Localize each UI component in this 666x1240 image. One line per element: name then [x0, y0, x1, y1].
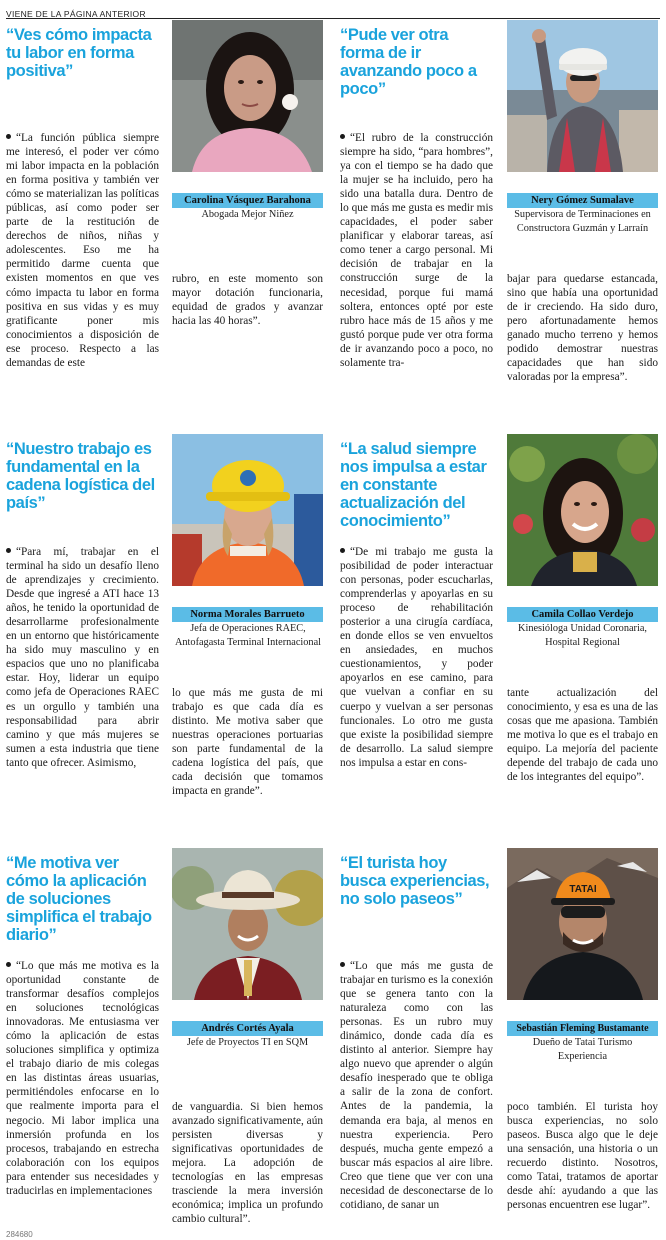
construction-worker-photo-icon — [507, 20, 658, 172]
bullet-icon — [340, 962, 345, 967]
continuation-header — [6, 4, 660, 19]
woman-garden-photo-icon — [507, 434, 658, 586]
profile-intro-text — [6, 545, 159, 770]
person-role: Abogada Mejor Niñez — [201, 209, 294, 220]
headline: “Nuestro trabajo es fundamental en la cadena logística del país” — [6, 440, 155, 512]
profile-intro-text — [340, 131, 493, 370]
person-role: Kinesióloga Unidad Coronaria, Hospital Regional — [518, 623, 647, 648]
profile-intro-text — [340, 959, 493, 1212]
profile-continuation-text: rubro, en este momento son mayor dotación funcionaria, equidad de grados y avanzar hacia las 40 horas”. — [172, 273, 323, 328]
person-name: Andrés Cortés Ayala — [172, 1021, 323, 1036]
portrait-photo — [172, 20, 323, 172]
man-hat-photo-icon — [172, 848, 323, 1000]
intro-text: “El rubro de la construcción siempre ha sido, “para hombres”, ya con el tiempo se ha dado que la mujer se ha incluido, pero ha sido una batalla dura. Dentro de lo que más me gusta es medir mis capacidades, el poder saber planificar y elaborar tareas, así como tener a cargo personal. Mi decisión de trabajar en la construcción surge de la necesidad, porque fui mamá soltera, entonces opté por este rubro hace más de 15 años y me gustó porque pude ver otra forma de ir avanzando poco a poco, no solamente tra- — [340, 132, 493, 369]
person-name: Camila Collao Verdejo — [507, 607, 658, 622]
person-role: Dueño de Tatai Turismo Experiencia — [532, 1037, 633, 1062]
headline: “Me motiva ver cómo la aplicación de soluciones simplifica el trabajo diario” — [6, 854, 152, 944]
portrait-photo — [507, 20, 658, 172]
person-name: Carolina Vásquez Barahona — [172, 193, 323, 208]
profile-intro-text — [6, 131, 159, 370]
person-role: Supervisora de Terminaciones en Constructora Guzmán y Larraín — [514, 209, 651, 234]
intro-text: “Para mí, trabajar en el terminal ha sido un desafío lleno de aprendizajes y crecimiento. Desde que ingresé a ATI hace 13 años, he tenido la oportunidad de desarrollarme profesionalmente en un entorno que históricamente ha sido muy masculino y en espacios que uno no planificaba estar. Hoy, liderar un equipo como jefa de Operaciones RAEC es un orgullo y también una responsabilidad para abrir camino y que más mujeres se sumen a esta industria que tiene tanto que ofrecer. Asimismo, — [6, 546, 159, 769]
headline: “La salud siempre nos impulsa a estar en constante actualización del conocimiento” — [340, 440, 487, 530]
person-role: Jefe de Proyectos TI en SQM — [186, 1037, 309, 1048]
bullet-icon — [340, 134, 345, 139]
portrait-photo — [507, 434, 658, 586]
headline: “El turista hoy busca experiencias, no solo paseos” — [340, 854, 490, 908]
person-name: Nery Gómez Sumalave — [507, 193, 658, 208]
profile-continuation-text: poco también. El turista hoy busca experiencias, no solo paseos. Busca algo que le deje una sensación, una historia o un recuerdo distinto. Nosotros, como Tatai, tratamos de aportar desde ahí: ayudando a que las personas encuentren ese lugar”. — [507, 1101, 658, 1212]
cap-logo-text: TATAI — [569, 884, 597, 895]
intro-text: “La función pública siempre me interesó, el poder ver cómo mi labor impacta en la población en forma positiva y también ver cómo se materializan las políticas públicas, así como poder ser parte de la restitución de derechos de niños, niñas y adolescentes. Eso me ha permitido darme cuenta que existen momentos en que ves cómo impacta tu labor en forma positiva en sus vidas y es muy gratificante poner mis conocimientos a disposición de ese proceso. Respecto a las demandas de este — [6, 132, 159, 369]
profile-continuation-text: bajar para quedarse estancada, sino que había una oportunidad de ir creciendo. Ha sido duro, pero afortunadamente hemos ganado mucho terreno y hemos podido demostrar nuestras capacidades que han sido valoradas por la empresa”. — [507, 273, 658, 384]
bullet-icon — [6, 962, 11, 967]
portrait-photo — [172, 848, 323, 1000]
person-name: Sebastián Fleming Bustamante — [507, 1021, 658, 1036]
continuation-label: VIENE DE LA PÁGINA ANTERIOR — [6, 9, 146, 19]
bullet-icon — [6, 548, 11, 553]
profile-continuation-text: de vanguardia. Si bien hemos avanzado significativamente, aún persisten diversas y significativas oportunidades de mejora. La adopción de tecnologías en las empresas trasciende la mera inversión económica; implica un profundo cambio cultural”. — [172, 1101, 323, 1226]
portrait-photo — [172, 434, 323, 586]
intro-text: “Lo que más me motiva es la oportunidad constante de transformar desafíos complejos en soluciones tecnológicas innovadoras. Me entusiasma ver cómo la aplicación de estas soluciones simplifica y optimiza el trabajo diario de mis colegas en las distintas áreas usuarias, permitiéndoles enfocarse en lo que realmente importa para el negocio. Mi labor implica una inmersión profunda en los procesos, trabajando en estrecha colaboración con los equipos para entender sus necesidades y traducirlas en implementaciones — [6, 960, 159, 1197]
portrait-photo — [507, 848, 658, 1000]
woman-portrait-photo-icon — [172, 20, 323, 172]
intro-text: “De mi trabajo me gusta la posibilidad de poder interactuar con personas, poder escucharlas, comprenderlas y apoyarlas en su proceso de rehabilitación posterior a una cirugía cardíaca, en donde ellos se ven envueltos en ansiedades, en muchos cuestionamientos, y poder apoyarlos en ese camino, para que vuelvan a confiar en su cuerpo y vuelvan a ser personas funcionales. Lo otro me gusta que existe la posibilidad siempre de desarrollo. La salud siempre nos impulsa a estar en cons- — [340, 546, 493, 769]
profile-intro-text — [340, 545, 493, 770]
bullet-icon — [340, 548, 345, 553]
profile-continuation-text: lo que más me gusta de mi trabajo es que cada día es distinto. Me motiva saber que nuestras operaciones portuarias son parte fundamental de la cadena logística del país, que cada decisión que tomamos impacta en grande”. — [172, 687, 323, 798]
page-code: 284680 — [6, 1230, 33, 1239]
bullet-icon — [6, 134, 11, 139]
headline: “Pude ver otra forma de ir avanzando poco a poco” — [340, 26, 477, 98]
port-worker-helmet-photo-icon — [172, 434, 323, 586]
intro-text: “Lo que más me gusta de trabajar en turismo es la conexión que se genera tanto con la naturaleza como con las personas. Es un rubro muy dinámico, donde cada día es distinto al anterior. Siempre hay algo nuevo que aprender o algún desafío inesperado que te obliga a salir de la zona de confort. Antes de la pandemia, la demanda era baja, al menos en nuestra experiencia. Pero después, mucha gente empezó a buscar más espacios al aire libre. Creo que tiene que ver con una necesidad de desconectarse de lo cotidiano, de sanar un — [340, 960, 493, 1211]
profile-continuation-text: tante actualización del conocimiento, y esa es una de las cosas que me apasiona. También me motiva lo que es el trabajo en equipo. La mejoría del paciente depende del trabajo de cada uno de los integrantes del equipo”. — [507, 687, 658, 784]
person-role: Jefa de Operaciones RAEC, Antofagasta Terminal Internacional — [174, 623, 322, 648]
man-mountain-photo-icon — [507, 848, 658, 1000]
profile-intro-text — [6, 959, 159, 1198]
headline: “Ves cómo impacta tu labor en forma positiva” — [6, 26, 152, 80]
person-name: Norma Morales Barrueto — [172, 607, 323, 622]
